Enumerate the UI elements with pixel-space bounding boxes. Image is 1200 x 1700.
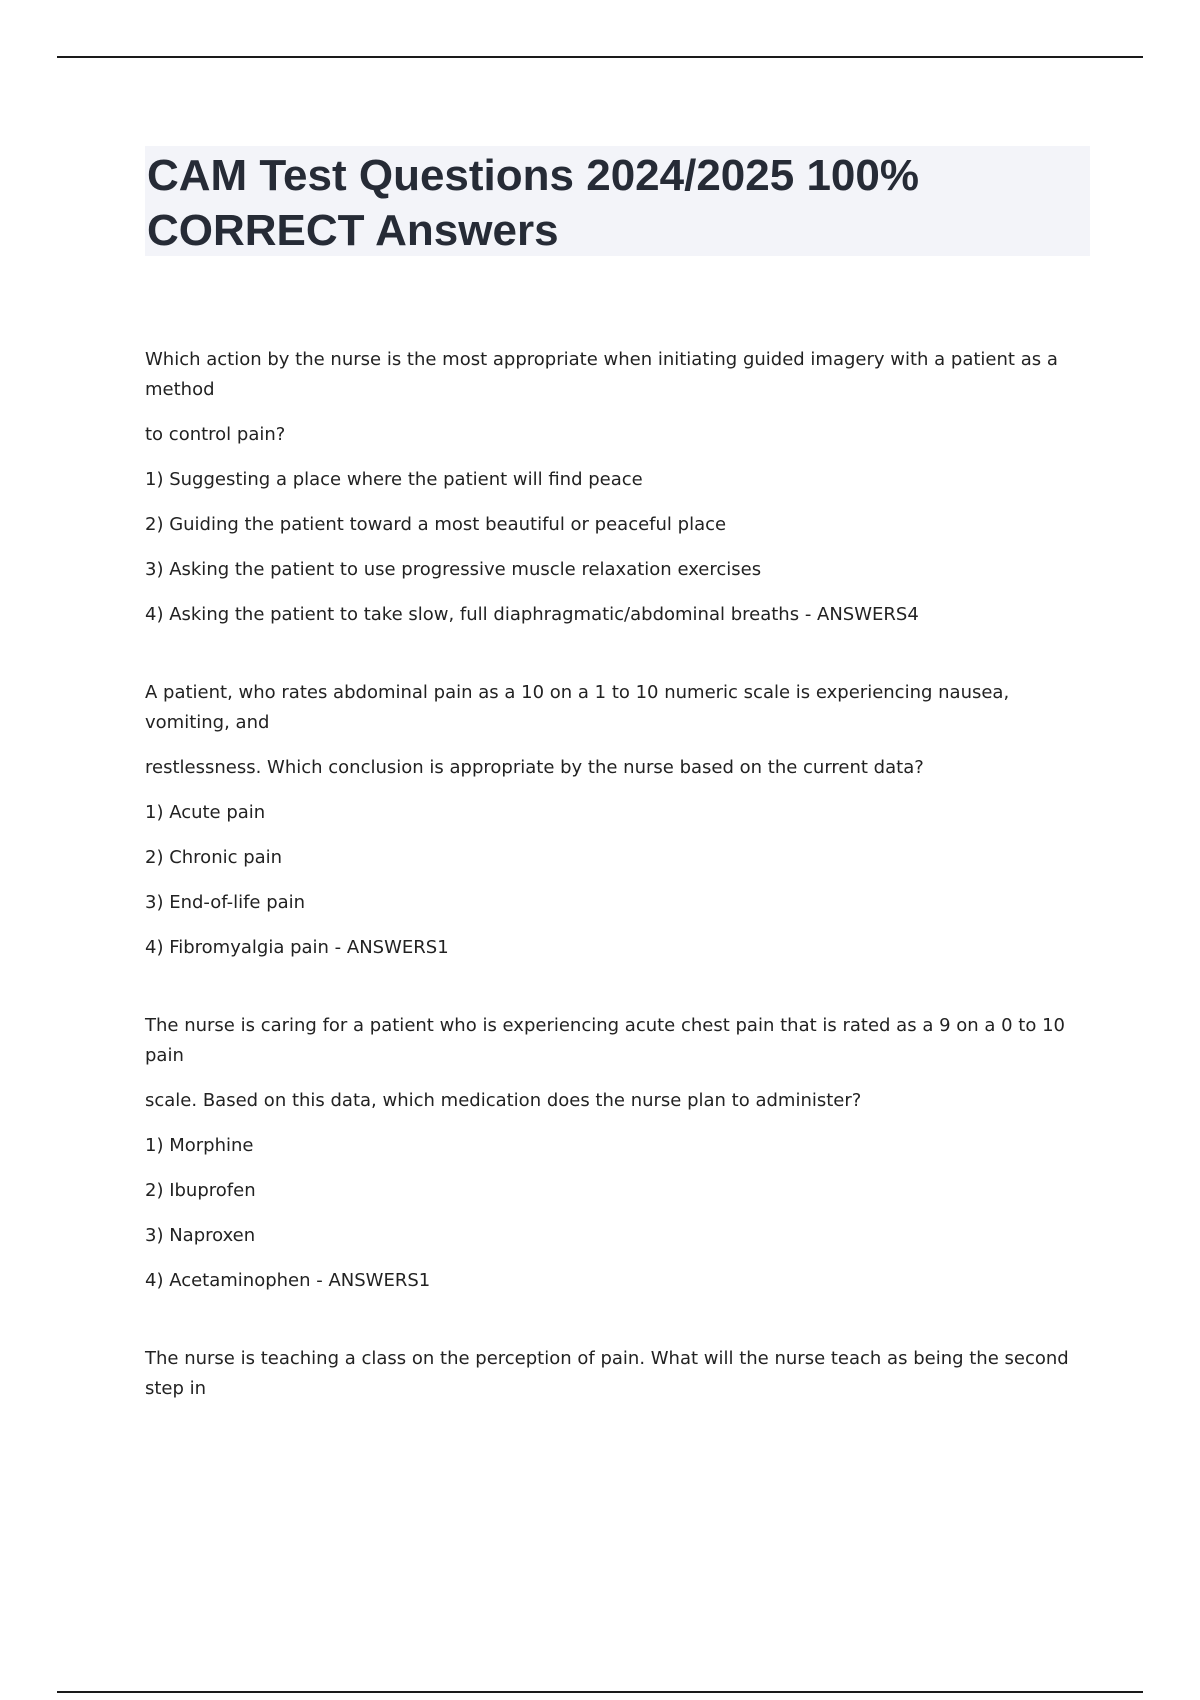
question-1 xyxy=(145,345,1095,630)
answer-option-2: 2) Guiding the patient toward a most beautiful or peaceful place xyxy=(145,514,727,535)
title-block xyxy=(145,146,1090,256)
answer-option-2: 2) Chronic pain xyxy=(145,847,283,868)
question-stem-line: Which action by the nurse is the most appropriate when initiating guided imagery with a patient as a method xyxy=(145,349,1058,400)
answer-option-1: 1) Morphine xyxy=(145,1135,254,1156)
header-rule xyxy=(57,56,1143,58)
answer-option-3: 3) Asking the patient to use progressive muscle relaxation exercises xyxy=(145,559,762,580)
question-stem-line: scale. Based on this data, which medication does the nurse plan to administer? xyxy=(145,1090,862,1111)
question-2 xyxy=(145,678,1095,963)
question-stem-line: A patient, who rates abdominal pain as a 10 on a 1 to 10 numeric scale is experiencing nausea, vomiting, and xyxy=(145,682,1010,733)
footer-rule xyxy=(57,1691,1143,1693)
question-stem-line: The nurse is teaching a class on the perception of pain. What will the nurse teach as being the second step in xyxy=(145,1348,1069,1399)
question-stem-line: restlessness. Which conclusion is appropriate by the nurse based on the current data? xyxy=(145,757,924,778)
answer-option-3: 3) End-of-life pain xyxy=(145,892,306,913)
questions-content xyxy=(145,345,1095,1452)
question-stem-line: The nurse is caring for a patient who is experiencing acute chest pain that is rated as a 9 on a 0 to 10 pain xyxy=(145,1015,1066,1066)
answer-option-4: 4) Fibromyalgia pain - ANSWERS1 xyxy=(145,937,449,958)
answer-option-4: 4) Acetaminophen - ANSWERS1 xyxy=(145,1270,431,1291)
answer-option-1: 1) Acute pain xyxy=(145,802,266,823)
answer-option-1: 1) Suggesting a place where the patient will find peace xyxy=(145,469,643,490)
answer-option-4: 4) Asking the patient to take slow, full diaphragmatic/abdominal breaths - ANSWERS4 xyxy=(145,604,919,625)
question-3 xyxy=(145,1011,1095,1296)
answer-option-2: 2) Ibuprofen xyxy=(145,1180,256,1201)
document-title: CAM Test Questions 2024/2025 100% CORRECT Answers xyxy=(147,151,919,255)
question-stem-line: to control pain? xyxy=(145,424,286,445)
question-4 xyxy=(145,1344,1095,1404)
answer-option-3: 3) Naproxen xyxy=(145,1225,256,1246)
